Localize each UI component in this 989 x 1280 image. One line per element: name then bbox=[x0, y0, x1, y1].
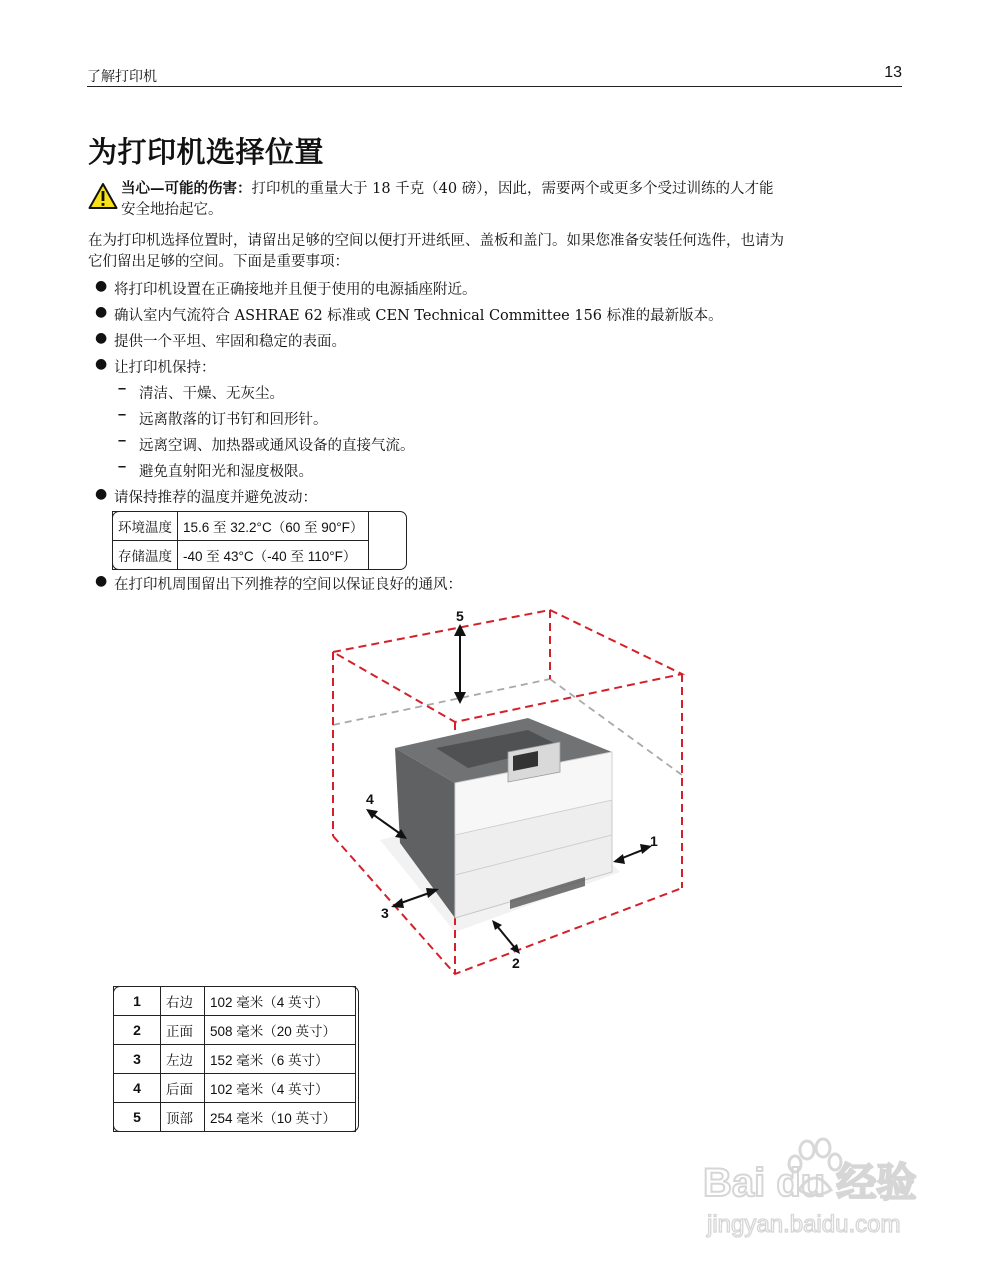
bullet-dot: ● bbox=[95, 356, 108, 372]
table-cell-side: 顶部 bbox=[161, 1103, 205, 1132]
table-cell-label: 存储温度 bbox=[113, 541, 178, 570]
sub-bullet-dash: – bbox=[118, 381, 127, 397]
table-row bbox=[114, 1016, 356, 1045]
warning-triangle-icon bbox=[88, 182, 118, 210]
watermark-url: jingyan.baidu.com bbox=[707, 1211, 901, 1238]
temperature-table bbox=[112, 511, 369, 570]
table-cell-number: 2 bbox=[114, 1016, 161, 1045]
callout-label: 1 bbox=[650, 833, 658, 849]
table-cell-number: 4 bbox=[114, 1074, 161, 1103]
intro-line-2: 它们留出足够的空间。下面是重要事项： bbox=[88, 254, 349, 270]
sub-bullet-text: 避免直射阳光和湿度极限。 bbox=[139, 464, 313, 480]
table-cell-label: 环境温度 bbox=[113, 512, 178, 541]
table-row bbox=[114, 1103, 356, 1132]
printer-clearance-diagram bbox=[320, 600, 700, 980]
table-row bbox=[114, 987, 356, 1016]
sub-bullet-dash: – bbox=[118, 433, 127, 449]
table-cell-value: 152 毫米（6 英寸） bbox=[205, 1045, 356, 1074]
table-cell-value: -40 至 43°C（-40 至 110°F） bbox=[178, 541, 369, 570]
bullet-text: 让打印机保持： bbox=[114, 360, 216, 376]
table-cell-number: 1 bbox=[114, 987, 161, 1016]
table-cell-side: 正面 bbox=[161, 1016, 205, 1045]
sub-bullet-text: 远离散落的订书钉和回形针。 bbox=[139, 412, 328, 428]
table-cell-value: 102 毫米（4 英寸） bbox=[205, 987, 356, 1016]
callout-label: 2 bbox=[512, 955, 520, 971]
callout-label: 3 bbox=[381, 905, 389, 921]
page-number: 13 bbox=[884, 64, 902, 81]
table-row bbox=[114, 1045, 356, 1074]
section-title: 了解打印机 bbox=[87, 69, 157, 85]
page-title: 为打印机选择位置 bbox=[88, 135, 325, 169]
bullet-dot: ● bbox=[95, 573, 108, 589]
table-cell-side: 右边 bbox=[161, 987, 205, 1016]
caution-text bbox=[121, 178, 901, 221]
table-row bbox=[114, 1074, 356, 1103]
intro-line-1: 在为打印机选择位置时，请留出足够的空间以便打开进纸匣、盖板和盖门。如果您准备安装任何选件，也请为 bbox=[88, 233, 784, 249]
table-row bbox=[113, 512, 369, 541]
table-cell-value: 508 毫米（20 英寸） bbox=[205, 1016, 356, 1045]
table-cell-value: 102 毫米（4 英寸） bbox=[205, 1074, 356, 1103]
bullet-dot: ● bbox=[95, 330, 108, 346]
bullet-text: 将打印机设置在正确接地并且便于使用的电源插座附近。 bbox=[114, 282, 477, 298]
intro-paragraph bbox=[88, 231, 903, 273]
caution-label: 当心—可能的伤害： bbox=[121, 180, 252, 197]
table-row bbox=[113, 541, 369, 570]
bullet-text: 请保持推荐的温度并避免波动： bbox=[114, 490, 317, 506]
clearance-table bbox=[113, 986, 356, 1132]
table-cell-number: 5 bbox=[114, 1103, 161, 1132]
bullet-text: 确认室内气流符合 ASHRAE 62 标准或 CEN Technical Committee 156 标准的最新版本。 bbox=[114, 308, 723, 324]
table-cell-number: 3 bbox=[114, 1045, 161, 1074]
bullet-dot: ● bbox=[95, 304, 108, 320]
watermark-brand: Bai du 经验 bbox=[703, 1161, 917, 1205]
caution-line-1: 打印机的重量大于 18 千克（40 磅），因此，需要两个或更多个受过训练的人才能 bbox=[251, 181, 774, 197]
caution-line-2: 安全地抬起它。 bbox=[121, 202, 223, 218]
page-header bbox=[87, 62, 902, 87]
table-cell-side: 后面 bbox=[161, 1074, 205, 1103]
table-cell-value: 254 毫米（10 英寸） bbox=[205, 1103, 356, 1132]
callout-label: 5 bbox=[456, 608, 464, 624]
sub-bullet-dash: – bbox=[118, 459, 127, 475]
bullet-text: 在打印机周围留出下列推荐的空间以保证良好的通风： bbox=[114, 577, 462, 593]
bullet-dot: ● bbox=[95, 486, 108, 502]
table-cell-value: 15.6 至 32.2°C（60 至 90°F） bbox=[178, 512, 369, 541]
baidu-jingyan-watermark bbox=[695, 1128, 935, 1248]
table-cell-side: 左边 bbox=[161, 1045, 205, 1074]
sub-bullet-dash: – bbox=[118, 407, 127, 423]
bullet-text: 提供一个平坦、牢固和稳定的表面。 bbox=[114, 334, 346, 350]
sub-bullet-text: 清洁、干燥、无灰尘。 bbox=[139, 386, 284, 402]
callout-label: 4 bbox=[366, 791, 374, 807]
sub-bullet-text: 远离空调、加热器或通风设备的直接气流。 bbox=[139, 438, 415, 454]
bullet-dot: ● bbox=[95, 278, 108, 294]
